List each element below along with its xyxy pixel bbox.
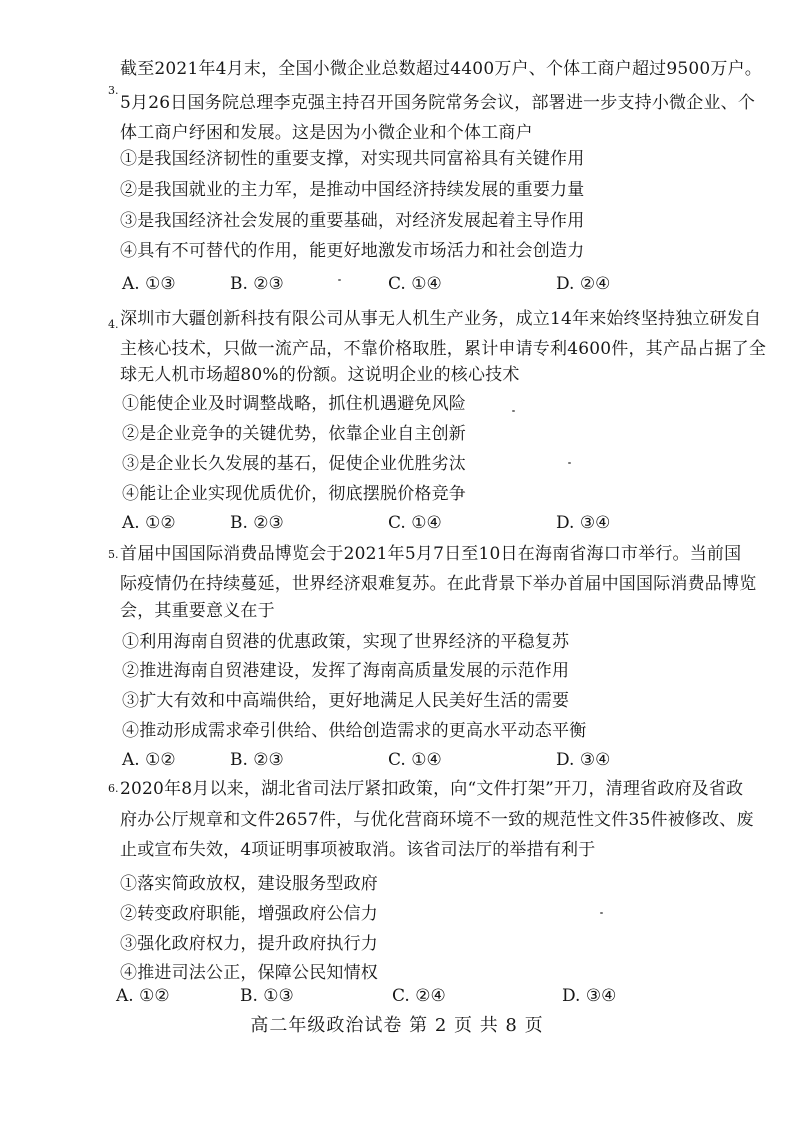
statement-1: ①利用海南自贸港的优惠政策，实现了世界经济的平稳复苏 xyxy=(122,632,570,652)
statement-4: ④能让企业实现优质优价，彻底摆脱价格竞争 xyxy=(122,484,466,504)
question-stem-line: 5月26日国务院总理李克强主持召开国务院常务会议，部署进一步支持小微企业、个 xyxy=(120,93,756,113)
scan-speck xyxy=(600,912,603,914)
statement-1: ①能使企业及时调整战略，抓住机遇避免风险 xyxy=(122,394,466,414)
question-stem-line: 府办公厅规章和文件2657件，与优化营商环境不一致的规范性文件35件被修改、废 xyxy=(120,810,754,830)
question-stem-line: 际疫情仍在持续蔓延，世界经济艰难复苏。在此背景下举办首届中国国际消费品博览 xyxy=(120,574,757,594)
option-a: A. ①② xyxy=(122,750,176,770)
scan-speck xyxy=(568,462,571,464)
answer-options xyxy=(122,512,682,534)
option-d: D. ③④ xyxy=(556,513,611,533)
question-stem-line: 球无人机市场超80%的份额。这说明企业的核心技术 xyxy=(120,365,520,385)
question-stem-line: 深圳市大疆创新科技有限公司从事无人机生产业务，成立14年来始终坚持独立研发自 xyxy=(120,309,762,329)
option-d: D. ③④ xyxy=(556,750,611,770)
option-c: C. ①④ xyxy=(388,750,442,770)
question-stem-line: 主核心技术，只做一流产品，不靠价格取胜，累计申请专利4600件，其产品占据了全 xyxy=(120,339,767,359)
scan-speck xyxy=(338,279,341,281)
statement-2: ②转变政府职能，增强政府公信力 xyxy=(120,904,378,924)
option-a: A. ①② xyxy=(116,986,170,1006)
answer-options xyxy=(122,273,682,295)
option-d: D. ③④ xyxy=(562,986,617,1006)
question-stem-line: 2020年8月以来，湖北省司法厅紧扣政策，向“文件打架”开刀，清理省政府及省政 xyxy=(120,779,744,799)
statement-2: ②推进海南自贸港建设，发挥了海南高质量发展的示范作用 xyxy=(122,661,570,681)
question-stem-line: 止或宣布失效，4项证明事项被取消。该省司法厅的举措有利于 xyxy=(120,840,596,860)
answer-options xyxy=(122,749,682,771)
question-number: 4. xyxy=(108,318,119,331)
question-stem-line: 截至2021年4月末，全国小微企业总数超过4400万户、个体工商户超过9500万户。 xyxy=(120,59,763,79)
statement-1: ①是我国经济韧性的重要支撑，对实现共同富裕具有关键作用 xyxy=(120,149,585,169)
option-b: B. ②③ xyxy=(230,513,284,533)
statement-4: ④推动形成需求牵引供给、供给创造需求的更高水平动态平衡 xyxy=(122,721,587,741)
statement-4: ④推进司法公正，保障公民知情权 xyxy=(120,963,378,983)
option-c: C. ②④ xyxy=(392,986,446,1006)
answer-options xyxy=(116,985,682,1007)
option-a: A. ①③ xyxy=(122,274,176,294)
question-stem-line: 首届中国国际消费品博览会于2021年5月7日至10日在海南省海口市举行。当前国 xyxy=(120,544,742,564)
page-footer: 高二年级政治试卷 第 2 页 共 8 页 xyxy=(250,1015,544,1036)
question-stem-line: 体工商户纾困和发展。这是因为小微企业和个体工商户 xyxy=(120,123,533,143)
statement-2: ②是企业竞争的关键优势，依靠企业自主创新 xyxy=(122,424,466,444)
statement-3: ③是我国经济社会发展的重要基础，对经济发展起着主导作用 xyxy=(120,211,585,231)
option-b: B. ①③ xyxy=(240,986,294,1006)
option-c: C. ①④ xyxy=(388,513,442,533)
statement-4: ④具有不可替代的作用，能更好地激发市场活力和社会创造力 xyxy=(120,241,585,261)
question-number: 3. xyxy=(108,84,119,97)
option-a: A. ①② xyxy=(122,513,176,533)
question-stem-line: 会，其重要意义在于 xyxy=(120,601,275,621)
question-number: 5. xyxy=(108,548,119,561)
scan-speck xyxy=(512,410,515,412)
statement-1: ①落实简政放权，建设服务型政府 xyxy=(120,874,378,894)
statement-3: ③是企业长久发展的基石，促使企业优胜劣汰 xyxy=(122,454,466,474)
option-b: B. ②③ xyxy=(230,274,284,294)
statement-2: ②是我国就业的主力军，是推动中国经济持续发展的重要力量 xyxy=(120,180,585,200)
option-d: D. ②④ xyxy=(556,274,611,294)
statement-3: ③扩大有效和中高端供给，更好地满足人民美好生活的需要 xyxy=(122,691,570,711)
option-c: C. ①④ xyxy=(388,274,442,294)
option-b: B. ②③ xyxy=(230,750,284,770)
statement-3: ③强化政府权力，提升政府执行力 xyxy=(120,934,378,954)
question-number: 6. xyxy=(108,782,119,795)
